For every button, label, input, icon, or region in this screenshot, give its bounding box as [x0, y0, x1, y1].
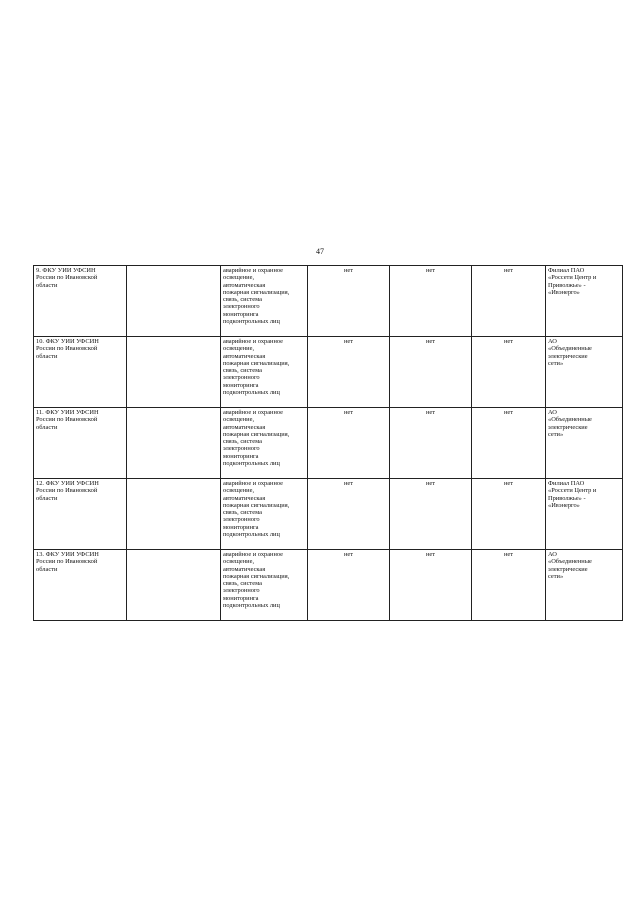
- cell-value: нет: [472, 337, 546, 408]
- cell-organization: 9. ФКУ УИИ УФСИН России по Ивановской области: [34, 266, 127, 337]
- cell-organization: 11. ФКУ УИИ УФСИН России по Ивановской области: [34, 408, 127, 479]
- table-row: [34, 266, 623, 337]
- document-table: [33, 265, 623, 621]
- cell-value: нет: [390, 479, 472, 550]
- cell-value: нет: [390, 266, 472, 337]
- cell-value: нет: [472, 550, 546, 621]
- cell-empty: [127, 408, 221, 479]
- page-number: 47: [316, 247, 324, 256]
- cell-value: нет: [308, 408, 390, 479]
- cell-organization: 10. ФКУ УИИ УФСИН России по Ивановской области: [34, 337, 127, 408]
- cell-value: нет: [472, 266, 546, 337]
- cell-value: нет: [390, 337, 472, 408]
- cell-empty: [127, 266, 221, 337]
- cell-value: нет: [390, 550, 472, 621]
- table-row: [34, 337, 623, 408]
- cell-systems: аварийное и охранное освещение, автоматическая пожарная сигнализация, связь, система электронного мониторинга подконтрольных лиц: [221, 408, 308, 479]
- cell-value: нет: [390, 408, 472, 479]
- cell-supplier: АО «Объединенные электрические сети»: [546, 337, 623, 408]
- cell-value: нет: [472, 479, 546, 550]
- cell-value: нет: [308, 266, 390, 337]
- cell-empty: [127, 479, 221, 550]
- cell-empty: [127, 337, 221, 408]
- cell-value: нет: [472, 408, 546, 479]
- table-row: [34, 408, 623, 479]
- table-row: [34, 479, 623, 550]
- cell-organization: 13. ФКУ УИИ УФСИН России по Ивановской области: [34, 550, 127, 621]
- cell-supplier: АО «Объединенные электрические сети»: [546, 550, 623, 621]
- cell-supplier: АО «Объединенные электрические сети»: [546, 408, 623, 479]
- cell-systems: аварийное и охранное освещение, автоматическая пожарная сигнализация, связь, система электронного мониторинга подконтрольных лиц: [221, 479, 308, 550]
- cell-value: нет: [308, 479, 390, 550]
- cell-value: нет: [308, 337, 390, 408]
- cell-supplier: Филиал ПАО «Россети Центр и Приволжье» - «Ивэнерго»: [546, 266, 623, 337]
- cell-systems: аварийное и охранное освещение, автоматическая пожарная сигнализация, связь, система электронного мониторинга подконтрольных лиц: [221, 550, 308, 621]
- cell-empty: [127, 550, 221, 621]
- table-row: [34, 550, 623, 621]
- cell-systems: аварийное и охранное освещение, автоматическая пожарная сигнализация, связь, система электронного мониторинга подконтрольных лиц: [221, 266, 308, 337]
- cell-supplier: Филиал ПАО «Россети Центр и Приволжье» - «Ивэнерго»: [546, 479, 623, 550]
- cell-organization: 12. ФКУ УИИ УФСИН России по Ивановской области: [34, 479, 127, 550]
- cell-systems: аварийное и охранное освещение, автоматическая пожарная сигнализация, связь, система электронного мониторинга подконтрольных лиц: [221, 337, 308, 408]
- cell-value: нет: [308, 550, 390, 621]
